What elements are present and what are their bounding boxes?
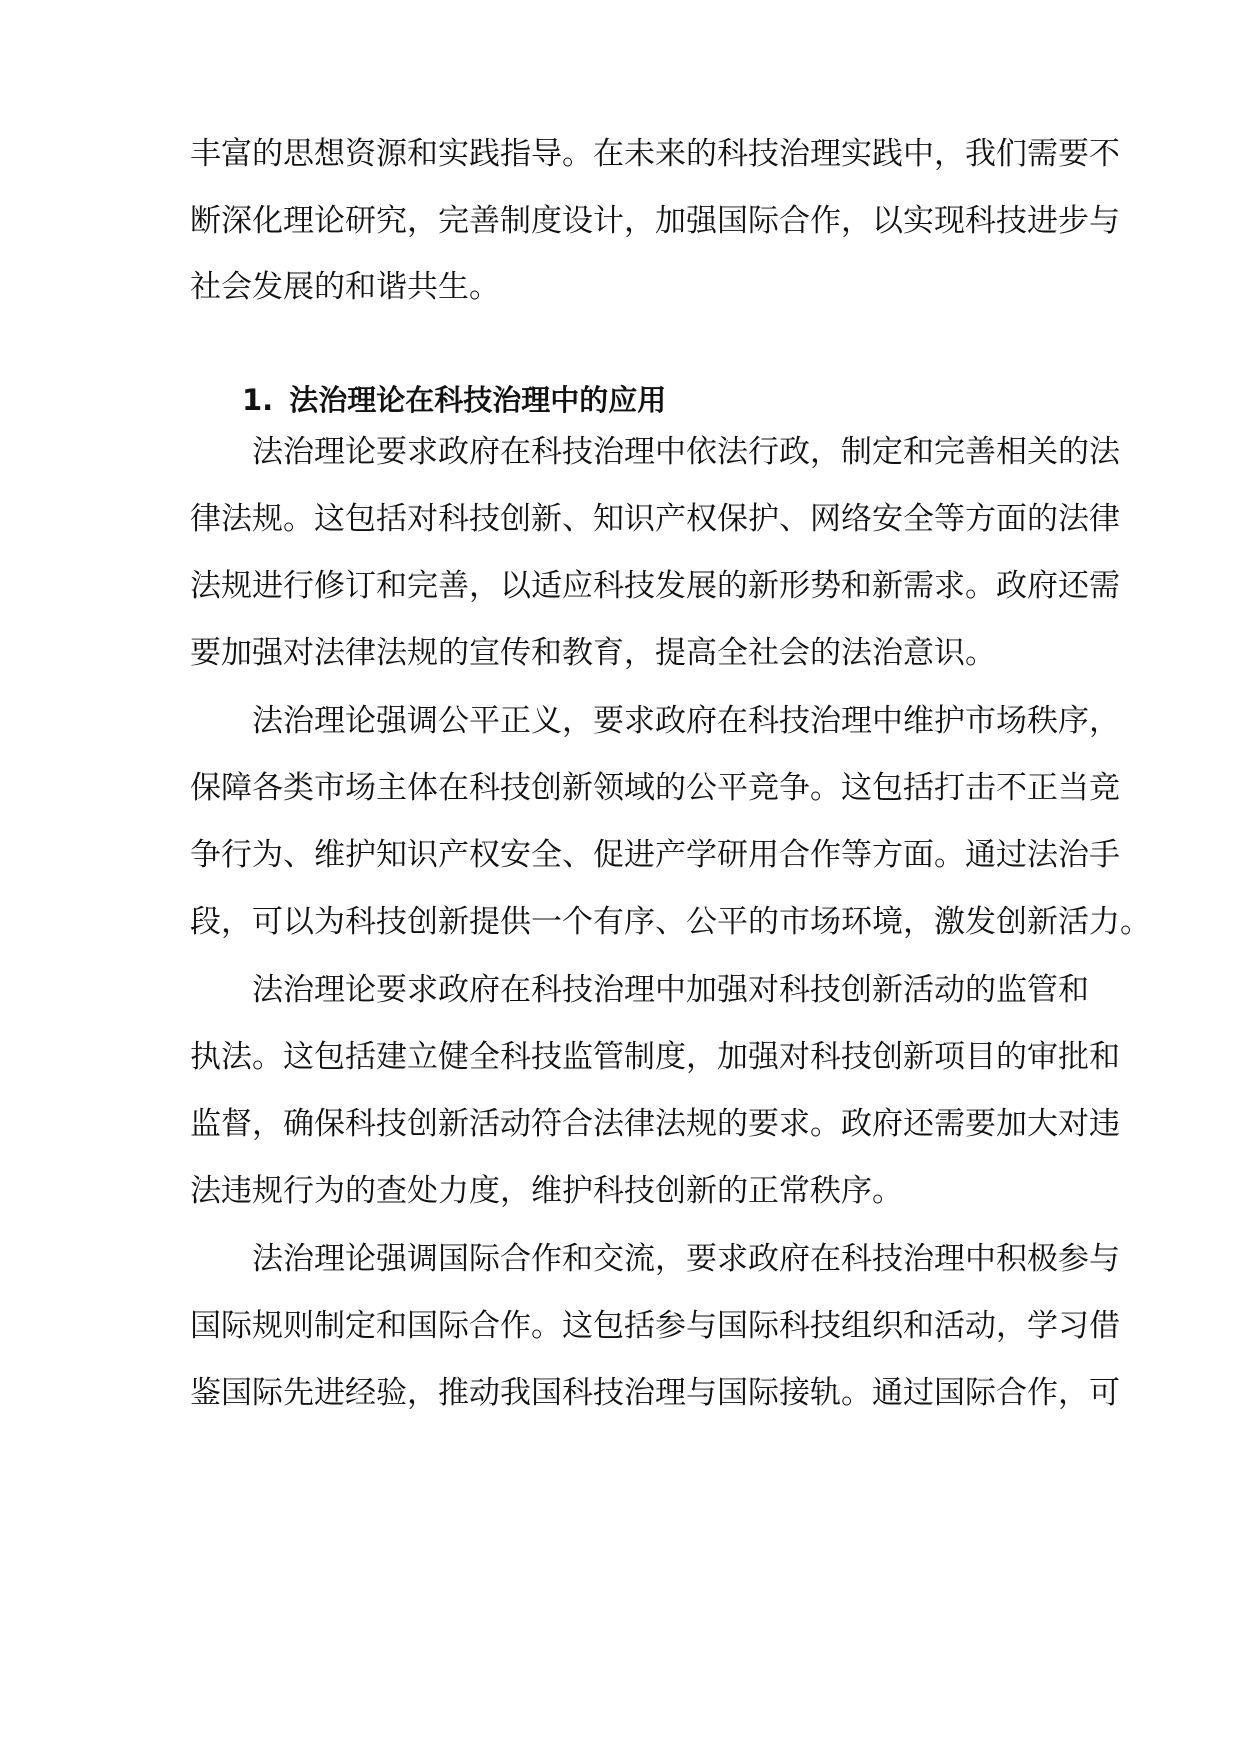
paragraph-1-line-4: 要加强对法律法规的宣传和教育，提高全社会的法治意识。: [190, 635, 996, 671]
paragraph-3-line-4: 法违规行为的查处力度，维护科技创新的正常秩序。: [190, 1173, 903, 1209]
paragraph-4-line-2: 国际规则制定和国际合作。这包括参与国际科技组织和活动，学习借: [190, 1308, 1120, 1344]
section-heading: [242, 380, 666, 420]
paragraph-2-line-3: 争行为、维护知识产权安全、促进产学研用合作等方面。通过法治手: [190, 837, 1120, 873]
paragraph-3-line-1: 法治理论要求政府在科技治理中加强对科技创新活动的监管和: [252, 972, 1089, 1008]
paragraph-4-line-3: 鉴国际先进经验，推动我国科技治理与国际接轨。通过国际合作，可: [190, 1375, 1120, 1411]
paragraph-1-line-3: 法规进行修订和完善，以适应科技发展的新形势和新需求。政府还需: [190, 568, 1120, 604]
paragraph-4-line-1: 法治理论强调国际合作和交流，要求政府在科技治理中积极参与: [252, 1241, 1120, 1277]
paragraph-2-line-1: 法治理论强调公平正义，要求政府在科技治理中维护市场秩序，: [252, 703, 1120, 739]
intro-line-2: 断深化理论研究，完善制度设计，加强国际合作，以实现科技进步与: [190, 203, 1120, 239]
paragraph-3-line-3: 监督，确保科技创新活动符合法律法规的要求。政府还需要加大对违: [190, 1106, 1120, 1142]
paragraph-2-line-4: 段，可以为科技创新提供一个有序、公平的市场环境，激发创新活力。: [190, 904, 1151, 940]
intro-line-1: 丰富的思想资源和实践指导。在未来的科技治理实践中，我们需要不: [190, 136, 1120, 172]
section-number: 1.: [242, 383, 274, 417]
paragraph-3-line-2: 执法。这包括建立健全科技监管制度，加强对科技创新项目的审批和: [190, 1039, 1120, 1075]
section-title: 法治理论在科技治理中的应用: [289, 383, 667, 417]
paragraph-1-line-1: 法治理论要求政府在科技治理中依法行政，制定和完善相关的法: [252, 434, 1120, 470]
intro-line-3: 社会发展的和谐共生。: [190, 269, 500, 305]
paragraph-1-line-2: 律法规。这包括对科技创新、知识产权保护、网络安全等方面的法律: [190, 501, 1120, 537]
paragraph-2-line-2: 保障各类市场主体在科技创新领域的公平竞争。这包括打击不正当竞: [190, 770, 1120, 806]
